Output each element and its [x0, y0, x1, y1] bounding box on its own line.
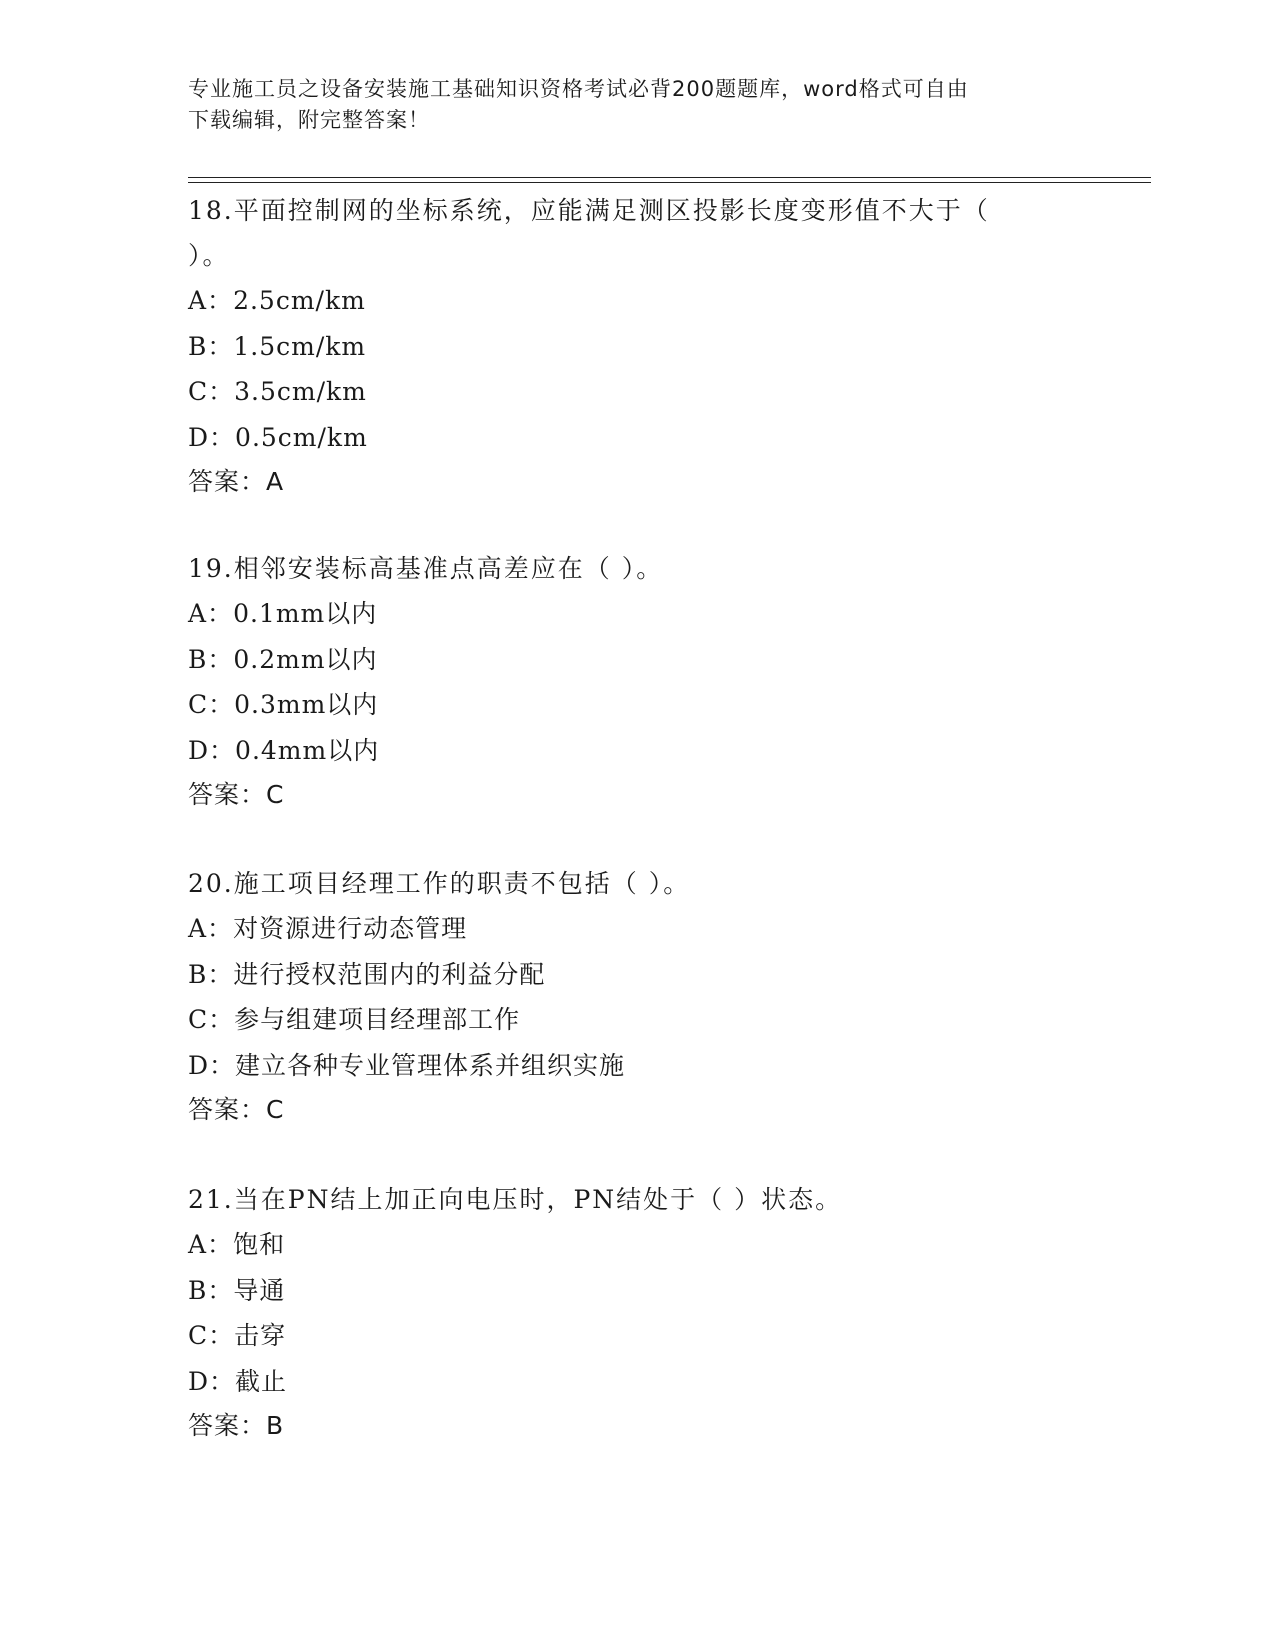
option-b: [188, 324, 1038, 370]
option-a: [188, 1222, 1068, 1268]
answer: 答案：C: [188, 1095, 285, 1124]
option-label: A：: [188, 914, 234, 943]
option-label: A：: [188, 1230, 234, 1259]
option-text: 参与组建项目经理部工作: [234, 1005, 521, 1034]
option-b: [188, 952, 1068, 998]
option-text: 截止: [235, 1366, 288, 1396]
answer: 答案：B: [188, 1411, 285, 1440]
question-20: [188, 861, 1068, 1132]
answer: 答案：A: [188, 467, 285, 496]
option-label: D：: [188, 735, 236, 765]
option-c: [188, 682, 1068, 728]
question-stem: 21.当在PN结上加正向电压时，PN结处于（ ）状态。: [188, 1185, 843, 1214]
document-header: [188, 74, 1068, 136]
option-b: [188, 637, 1068, 683]
option-c: [188, 997, 1068, 1043]
option-text: 饱和: [233, 1230, 286, 1259]
option-text: 建立各种专业管理体系并组织实施: [235, 1050, 626, 1080]
option-label: B：: [188, 644, 234, 674]
option-a: [188, 591, 1068, 637]
option-label: C：: [188, 690, 235, 719]
option-text: 0.1mm以内: [233, 599, 378, 628]
option-label: A：: [188, 599, 234, 628]
option-c: [188, 369, 1038, 415]
option-text: 击穿: [234, 1321, 287, 1350]
option-text: 0.4mm以内: [235, 735, 380, 765]
option-d: [188, 1359, 1068, 1405]
option-a: [188, 906, 1068, 952]
option-label: C：: [188, 1321, 235, 1350]
header-line-2: 下载编辑，附完整答案！: [188, 108, 430, 132]
question-stem: 18.平面控制网的坐标系统，应能满足测区投影长度变形值不大于（ ）。: [188, 196, 990, 270]
option-b: [188, 1268, 1068, 1314]
option-text: 1.5cm/km: [233, 331, 367, 361]
question-stem: 19.相邻安装标高基准点高差应在（ ）。: [188, 554, 664, 583]
option-label: D：: [188, 1050, 236, 1080]
answer: 答案：C: [188, 780, 285, 809]
option-text: 0.2mm以内: [233, 644, 378, 674]
option-label: B：: [188, 1275, 234, 1305]
option-label: D：: [188, 1366, 236, 1396]
question-stem: 20.施工项目经理工作的职责不包括（ ）。: [188, 869, 691, 898]
option-d: [188, 415, 1038, 461]
question-18: [188, 188, 1038, 504]
option-text: 0.3mm以内: [234, 690, 379, 719]
option-d: [188, 728, 1068, 774]
option-text: 对资源进行动态管理: [233, 914, 468, 943]
option-text: 导通: [233, 1275, 286, 1305]
option-label: B：: [188, 959, 234, 989]
question-21: [188, 1177, 1068, 1448]
option-a: [188, 278, 1038, 324]
option-text: 3.5cm/km: [234, 377, 367, 406]
option-label: C：: [188, 1005, 235, 1034]
option-label: A：: [188, 286, 234, 315]
header-line-1: 专业施工员之设备安装施工基础知识资格考试必背200题题库，word格式可自由: [188, 77, 969, 101]
header-divider-top: [188, 177, 1151, 178]
option-text: 2.5cm/km: [233, 286, 366, 315]
option-d: [188, 1043, 1068, 1089]
question-19: [188, 546, 1068, 817]
option-label: D：: [188, 422, 236, 452]
option-text: 0.5cm/km: [235, 422, 368, 452]
header-divider-bottom: [188, 182, 1151, 183]
option-c: [188, 1313, 1068, 1359]
option-label: C：: [188, 377, 235, 406]
option-label: B：: [188, 331, 234, 361]
option-text: 进行授权范围内的利益分配: [233, 959, 546, 989]
